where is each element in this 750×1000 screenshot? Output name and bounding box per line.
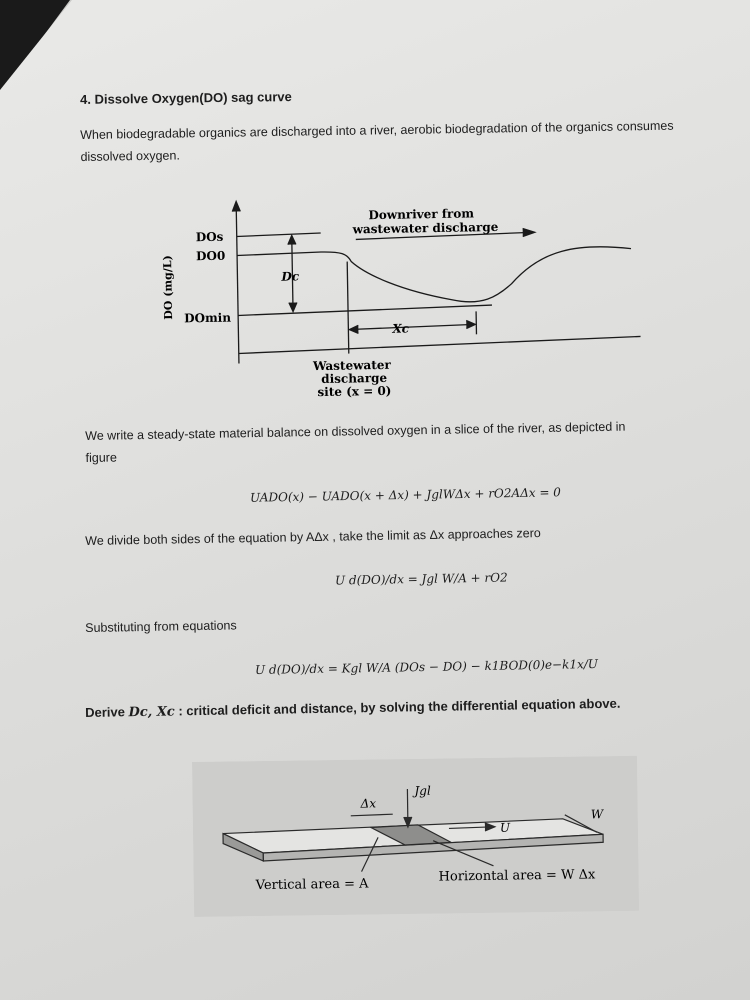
river-slice-figure <box>192 756 639 917</box>
derive-statement <box>85 696 621 721</box>
dc-arrow-down <box>289 302 297 311</box>
xc-label: Xc <box>392 321 410 336</box>
discharge-site-label-line3: site (x = 0) <box>317 383 392 400</box>
derive-suffix: : critical deficit and distance, by solving the differential equation above. <box>178 695 621 719</box>
discharge-site-label-line1: Wastewater <box>312 357 391 374</box>
divide-paragraph: We divide both sides of the equation by AΔx , take the limit as Δx approaches zero <box>85 526 541 548</box>
downriver-label-line1: Downriver from <box>368 206 475 223</box>
horizontal-area-label: Horizontal area = W Δx <box>438 867 596 885</box>
y-axis <box>236 203 239 363</box>
substituting-paragraph: Substituting from equations <box>85 618 237 635</box>
domin-label: DOmin <box>184 310 232 326</box>
discharge-site-line <box>347 262 349 354</box>
w-label: W <box>590 807 604 822</box>
xc-arrow-right <box>466 320 475 328</box>
dc-arrow-up <box>288 235 296 244</box>
downriver-label-line2: wastewater discharge <box>352 219 499 237</box>
equation-1: UADO(x) − UADO(x + Δx) + JglWΔx + rO2AΔx = 0 <box>249 485 562 505</box>
dos-label: DOs <box>195 229 224 245</box>
downriver-arrow-head <box>523 228 535 236</box>
section-heading: 4. Dissolve Oxygen(DO) sag curve <box>80 89 292 107</box>
discharge-site-label-line2: discharge <box>321 370 388 387</box>
xc-arrow-left <box>349 325 358 333</box>
y-axis-arrow <box>232 201 240 211</box>
vertical-area-label: Vertical area = A <box>255 876 369 894</box>
derive-prefix: Derive <box>85 704 126 720</box>
derive-variables: Dc, Xc <box>128 704 175 721</box>
dc-label: Dc <box>281 269 300 284</box>
intro-paragraph: When biodegradable organics are discharged into a river, aerobic biodegradation of the organics consumes dissolved oxygen. <box>80 118 674 164</box>
dos-level-line <box>237 233 321 236</box>
do0-label: DO0 <box>195 248 226 264</box>
balance-paragraph <box>85 414 716 469</box>
domin-level-line <box>238 305 492 315</box>
do-sag-curve-diagram <box>150 186 654 410</box>
x-axis <box>239 336 641 353</box>
u-label: U <box>499 820 511 835</box>
equation-3: U d(DO)/dx = Kgl W/A (DOs − DO) − k1BOD(0)e−k1x/U <box>254 657 599 677</box>
y-axis-label: DO (mg/L) <box>161 255 176 320</box>
equation-2: U d(DO)/dx = Jgl W/A + rO2 <box>334 570 508 588</box>
jgl-label: Jgl <box>414 783 431 798</box>
balance-line2: figure <box>85 450 117 465</box>
balance-line1: We write a steady-state material balance on dissolved oxygen in a slice of the river, as depicted in <box>85 419 626 443</box>
dx-label: Δx <box>360 796 377 811</box>
xc-arrow-line <box>350 324 474 329</box>
